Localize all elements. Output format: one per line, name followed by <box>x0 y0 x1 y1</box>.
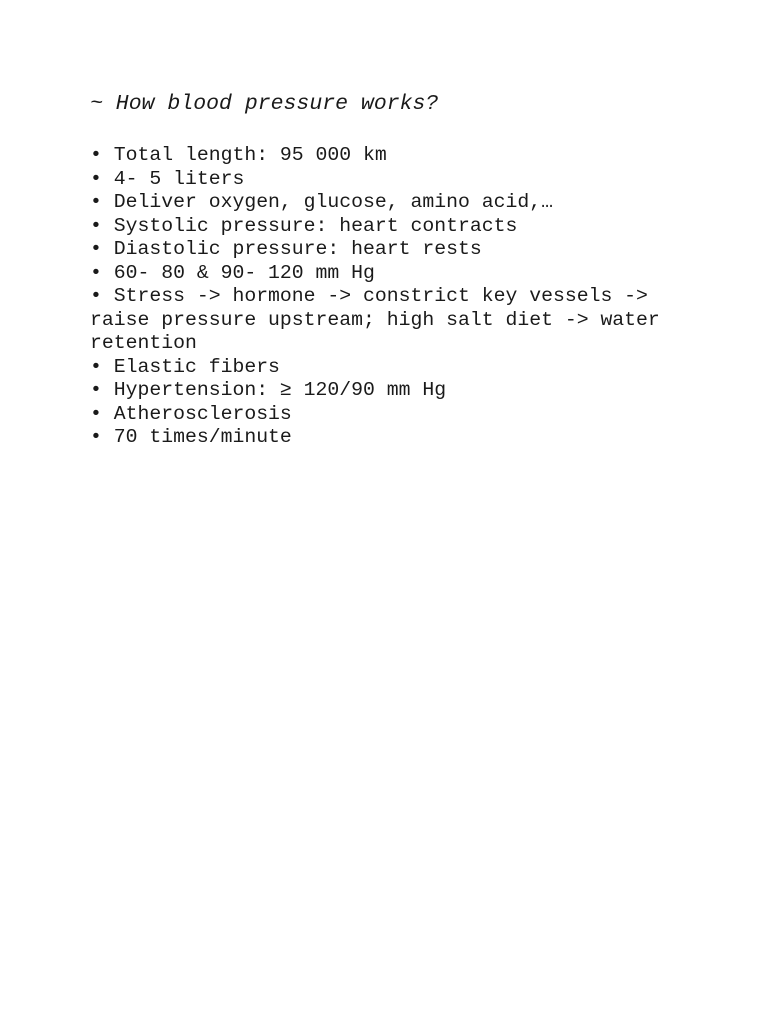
document-page <box>90 90 690 450</box>
list-item: • 70 times/minute <box>90 426 292 448</box>
page-title: ~ How blood pressure works? <box>90 92 439 116</box>
bullet-list <box>90 144 690 450</box>
list-item: • Deliver oxygen, glucose, amino acid,… <box>90 191 553 213</box>
list-item: • Systolic pressure: heart contracts <box>90 214 518 237</box>
list-item: • 4- 5 liters <box>90 167 245 190</box>
list-item: • Hypertension: ≥ 120/90 mm Hg <box>90 379 447 401</box>
list-item: • 60- 80 & 90- 120 mm Hg <box>90 261 375 284</box>
list-item: • Elastic fibers <box>90 355 280 378</box>
list-item: • Diastolic pressure: heart rests <box>90 238 482 260</box>
list-item: • Total length: 95 000 km <box>90 144 387 166</box>
list-item: • Atherosclerosis <box>90 402 292 425</box>
list-item: • Stress -> hormone -> constrict key vessels -> raise pressure upstream; high salt diet -> water retention <box>90 285 660 354</box>
